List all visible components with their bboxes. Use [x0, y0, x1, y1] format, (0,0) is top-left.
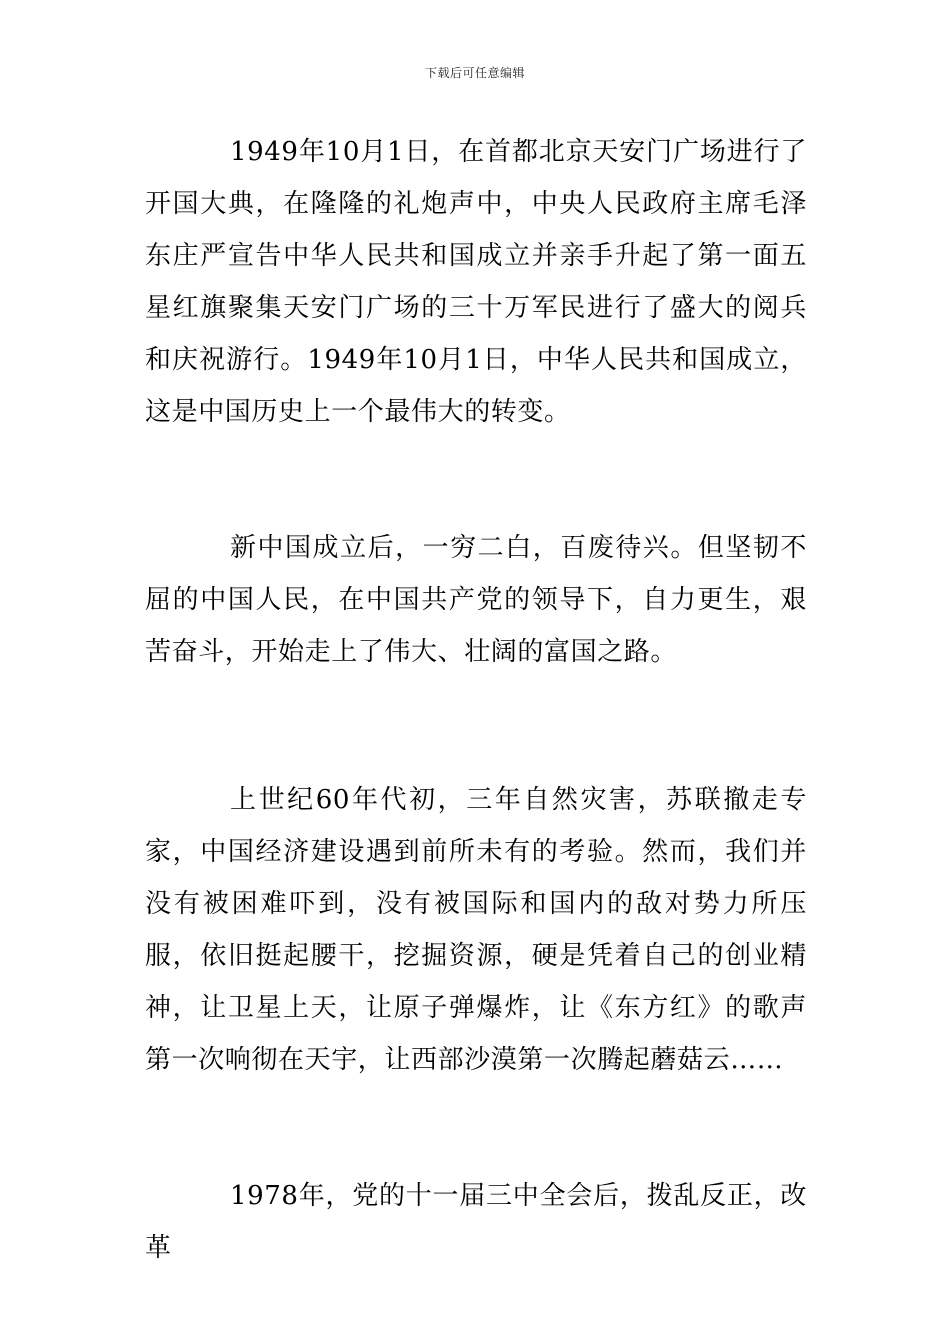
page-header: 下载后可任意编辑: [424, 66, 525, 80]
paragraph-sixties: 上世纪60年代初，三年自然灾害，苏联撤走专家，中国经济建设遇到前所未有的考验。然而，我们并没有被困难吓到，没有被国际和国内的敌对势力所压服，依旧挺起腰干，挖掘资源，硬是凭着自己的创业精神，让卫星上天，让原子弹爆炸，让《东方红》的歌声第一次响彻在天宇，让西部沙漠第一次腾起蘑菇云……: [145, 785, 807, 1075]
paragraph-new-china: 新中国成立后，一穷二白，百废待兴。但坚韧不屈的中国人民，在中国共产党的领导下，自力更生，艰苦奋斗，开始走上了伟大、壮阔的富国之路。: [145, 533, 807, 667]
paragraph-founding: 1949年10月1日，在首都北京天安门广场进行了开国大典，在隆隆的礼炮声中，中央人民政府主席毛泽东庄严宣告中华人民共和国成立并亲手升起了第一面五星红旗聚集天安门广场的三十万军民进行了盛大的阅兵和庆祝游行。1949年10月1日，中华人民共和国成立，这是中国历史上一个最伟大的转变。: [145, 137, 807, 427]
paragraph-reform: 1978年，党的十一届三中全会后，拨乱反正，改革: [145, 1181, 807, 1263]
